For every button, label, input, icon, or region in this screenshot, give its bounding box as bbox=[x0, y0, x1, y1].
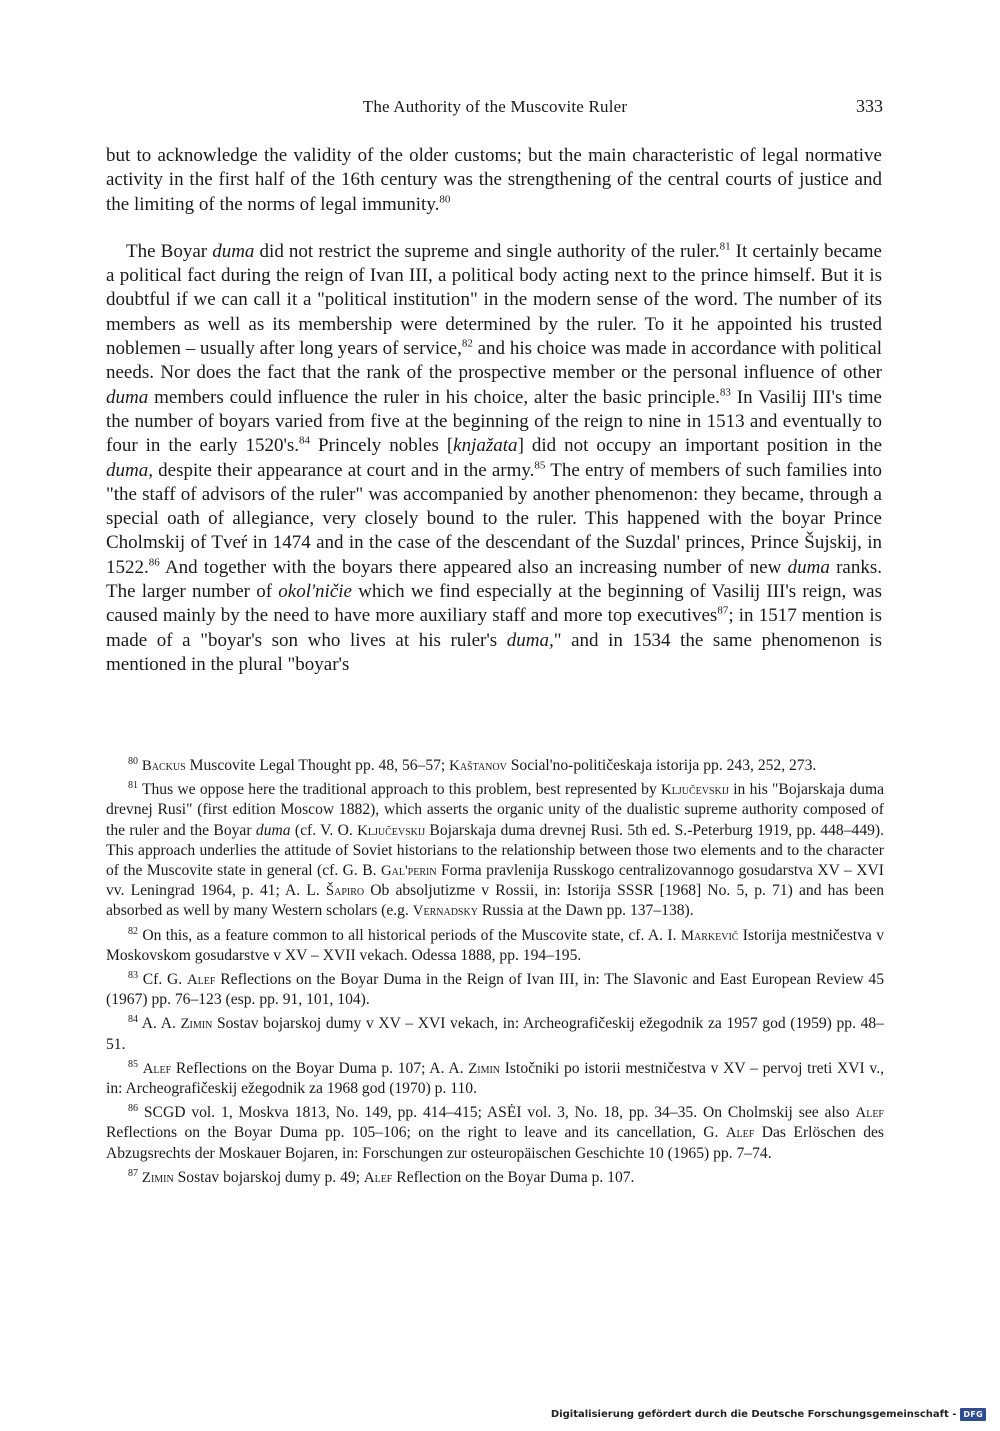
paragraph-2 bbox=[106, 240, 882, 677]
main-text bbox=[106, 144, 882, 677]
footnote-87 bbox=[106, 1168, 884, 1188]
footnote-80 bbox=[106, 756, 884, 776]
text-run: The entry of members of such families into "the staff of advisors of the ruler" was accompanied by another phenomenon: they became, through a special oath of allegiance, very closely bound to the ruler. This happened with the boyar Prince Cholmskij of Tveŕ in 1474 and in the case of the descendant of the Suzdal' princes, Prince Šujskij, in 1522. bbox=[106, 459, 882, 578]
text-run: It certainly became a political fact during the reign of Ivan III, a political body acting next to the prince himself. But it is doubtful if we can call it a "political institution" in the modern sense of the word. The number of its members as well as its membership were determined by the ruler. To it he appointed his trusted noblemen – usually after long years of service, bbox=[106, 240, 882, 360]
paragraph-1 bbox=[106, 144, 882, 217]
footnote-ref: 87 bbox=[717, 605, 729, 618]
text-run: in his "Bojarskaja duma drevnej Rusi" (first edition Moscow 1882), which asserts the organic unity of the dualistic supreme authority composed of the ruler and the Boyar bbox=[106, 781, 884, 839]
author-name: Ključevskij bbox=[661, 782, 729, 799]
text-run: The Boyar bbox=[126, 240, 213, 262]
text-run: Ob absoljutizme v Rossii, in: Istorija SSSR [1968] No. 5, p. 71) and has been absorbed as well by many Western scholars (e.g. bbox=[106, 882, 884, 920]
footnotes bbox=[106, 756, 884, 1192]
text-run: ] did not occupy an important position in the bbox=[517, 435, 883, 457]
footnote-number: 87 bbox=[128, 1167, 138, 1179]
text-run: On this, as a feature common to all historical periods of the Muscovite state, cf. A. I. bbox=[142, 926, 681, 944]
author-name: Zimin bbox=[468, 1060, 501, 1077]
italic-term: duma bbox=[106, 386, 149, 408]
text-run: Das Erlöschen des Abzugsrechts der Moskauer Bojaren, in: Forschungen zur osteuropäischen Geschichte 10 (1965) pp. 7–74. bbox=[106, 1124, 884, 1162]
footnote-86 bbox=[106, 1103, 884, 1164]
text-run: Forma pravlenija Russkogo centralizovannogo gosudarstva XV – XVI vv. Leningrad 1964, p. 41; A. L. bbox=[106, 862, 884, 900]
author-name: Kaštanov bbox=[449, 758, 507, 774]
text-run: Sostav bojarskoj dumy v XV – XVI vekach, in: Archeografičeskij ežegodnik za 1957 god (1959) pp. 48–51. bbox=[106, 1015, 884, 1053]
text-run: but to acknowledge the validity of the older customs; but the main characteristic of legal normative activity in the first half of the 16th century was the strengthening of the central courts of justice and the limiting of the norms of legal immunity. bbox=[106, 145, 882, 215]
credit-text: Digitalisierung gefördert durch die Deutsche Forschungsgemeinschaft - bbox=[550, 1409, 957, 1420]
text-run: In Vasilij III's time the number of boyars varied from five at the beginning of the reign to nine in 1513 and eventually to four in the early 1520's. bbox=[106, 386, 882, 457]
italic-term: knjažata bbox=[453, 435, 518, 457]
author-name: Zimin bbox=[180, 1016, 213, 1033]
footnote-85 bbox=[106, 1059, 884, 1099]
text-run: and his choice was made in accordance with political needs. Nor does the fact that the rank of the prospective member or the personal influence of other bbox=[106, 338, 882, 384]
italic-term: duma, bbox=[106, 459, 153, 481]
author-name: Šapiro bbox=[325, 883, 365, 900]
footnote-ref: 83 bbox=[719, 386, 731, 399]
text-run: Sostav bojarskoj dumy p. 49; bbox=[173, 1168, 364, 1186]
author-name: Markevič bbox=[680, 927, 739, 944]
text-run: Reflection on the Boyar Duma p. 107. bbox=[392, 1168, 635, 1186]
text-run: which we find especially at the beginning of Vasilij III's reign, was caused mainly by the need to have more auxiliary staff and more top executives bbox=[106, 581, 882, 627]
text-run: Muscovite Legal Thought pp. 48, 56–57; bbox=[185, 757, 450, 774]
footnote-83 bbox=[106, 970, 884, 1010]
text-run: members could influence the ruler in his choice, alter the basic principle. bbox=[148, 386, 720, 408]
footnote-number: 81 bbox=[128, 780, 138, 792]
text-run: Reflections on the Boyar Duma p. 107; A. A. bbox=[171, 1059, 469, 1077]
footnote-ref: 80 bbox=[439, 193, 451, 206]
text-run: Thus we oppose here the traditional approach to this problem, best represented by bbox=[141, 781, 662, 799]
footnote-number: 84 bbox=[128, 1014, 138, 1026]
text-run: A. A. bbox=[141, 1015, 181, 1033]
italic-term: duma bbox=[787, 556, 830, 578]
text-run: (cf. V. O. bbox=[290, 821, 358, 839]
text-run: ; in 1517 mention is made of a "boyar's son who lives at his ruler's bbox=[106, 605, 883, 651]
italic-term: duma, bbox=[506, 629, 554, 651]
footnote-number: 86 bbox=[128, 1103, 138, 1115]
italic-term: duma bbox=[212, 240, 255, 262]
footnote-number: 85 bbox=[128, 1058, 138, 1070]
italic-term: okol'ničie bbox=[278, 581, 352, 603]
author-name: Alef bbox=[725, 1125, 755, 1142]
footnote-ref: 86 bbox=[148, 556, 160, 569]
footnote-82 bbox=[106, 926, 884, 966]
text-run: ranks. The larger number of bbox=[106, 556, 882, 603]
page-number: 333 bbox=[856, 96, 883, 116]
footnote-81 bbox=[106, 780, 884, 921]
footnote-number: 83 bbox=[128, 969, 138, 981]
text-run: Istočniki po istorii mestničestva v XV – pervoj treti XVI v., in: Archeografičeskij ežegodnik za 1968 god (1970) p. 110. bbox=[106, 1059, 884, 1098]
text-run: Princely nobles [ bbox=[310, 435, 454, 457]
text-run: Russia at the Dawn pp. 137–138). bbox=[477, 902, 694, 920]
author-name: Backus bbox=[141, 758, 186, 774]
text-run: did not restrict the supreme and single authority of the ruler. bbox=[254, 240, 720, 262]
text-run: Social'no-političeskaja istorija pp. 243, 252, 273. bbox=[506, 757, 817, 774]
text-run: And together with the boyars there appeared also an increasing number of new bbox=[159, 556, 788, 578]
text-run: Reflections on the Boyar Duma in the Reign of Ivan III, in: The Slavonic and East European Review 45 (1967) pp. 76–123 (esp. pp. 91, 101, 104). bbox=[106, 971, 884, 1009]
text-run: Istorija mestničestva v Moskovskom gosudarstve v XV – XVII vekach. Odessa 1888, pp. 194–195. bbox=[106, 926, 884, 964]
author-name: Ključevskij bbox=[357, 822, 426, 839]
author-name: Alef bbox=[186, 972, 216, 989]
text-run: SCGD vol. 1, Moskva 1813, No. 149, pp. 414–415; ASĖI vol. 3, No. 18, pp. 34–35. On Cholmskij see also bbox=[143, 1104, 856, 1122]
author-name: Alef bbox=[855, 1105, 884, 1122]
text-run: Reflections on the Boyar Duma pp. 105–106; on the right to leave and its cancellation, G. bbox=[106, 1124, 726, 1142]
running-head-title: The Authority of the Muscovite Ruler bbox=[362, 97, 628, 116]
footnote-ref: 81 bbox=[719, 240, 731, 253]
text-run: despite their appearance at court and in the army. bbox=[152, 459, 535, 481]
footnote-ref: 82 bbox=[461, 337, 473, 350]
footnote-ref: 84 bbox=[299, 434, 311, 447]
italic-term: duma bbox=[255, 821, 291, 839]
dfg-logo: DFG bbox=[960, 1408, 986, 1421]
author-name: Gal'perin bbox=[380, 863, 437, 880]
footnote-84 bbox=[106, 1014, 884, 1054]
author-name: Vernadsky bbox=[412, 903, 478, 920]
text-run: Cf. G. bbox=[142, 971, 187, 989]
author-name: Zimin bbox=[141, 1169, 174, 1186]
text-run: " and in 1534 the same phenomenon is mentioned in the plural "boyar's bbox=[106, 629, 882, 675]
text-run: Bojarskaja duma drevnej Rusi. 5th ed. S.-Peterburg 1919, pp. 448–449). This approach underlies the attitude of Soviet historians to the relationship between those two elements and to the character of the Muscovite state in general (cf. G. B. bbox=[106, 821, 885, 880]
author-name: Alef bbox=[363, 1169, 393, 1186]
footnote-number: 80 bbox=[128, 755, 138, 767]
digitization-credit bbox=[551, 1408, 986, 1421]
footnote-ref: 85 bbox=[534, 459, 546, 472]
author-name: Alef bbox=[142, 1060, 172, 1077]
footnote-number: 82 bbox=[128, 925, 138, 937]
